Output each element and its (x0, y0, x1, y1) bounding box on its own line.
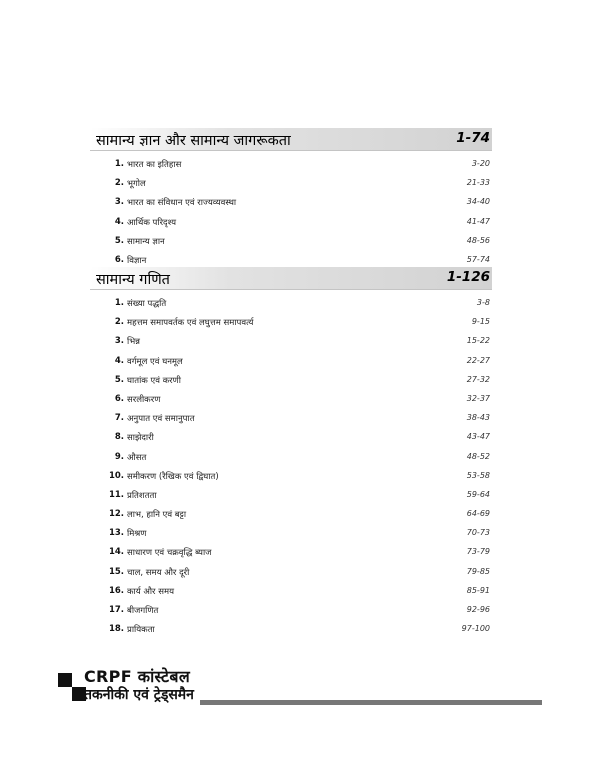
entry-pages: 22-27 (466, 355, 490, 365)
toc-entry (90, 333, 492, 352)
entry-title: बीजगणित (127, 606, 159, 616)
entry-title: घातांक एवं करणी (127, 375, 181, 386)
entry-number: 6. (114, 393, 124, 404)
section-header (90, 128, 492, 151)
entry-number: 15. (108, 566, 124, 577)
entry-pages: 15-22 (466, 336, 490, 346)
entry-title: भूगोल (127, 179, 146, 190)
entry-pages: 41-47 (466, 216, 490, 226)
section-general-knowledge (90, 128, 492, 271)
entry-title: चाल, समय और दूरी (127, 567, 190, 578)
entry-title: भारत का संविधान एवं राज्यव्यवस्था (127, 198, 237, 209)
entry-pages: 92-96 (466, 605, 490, 614)
entry-pages: 3-20 (471, 159, 490, 168)
footer-divider (200, 700, 542, 705)
toc-entry (90, 621, 492, 640)
toc-entry (90, 295, 492, 314)
entry-number: 9. (114, 451, 124, 462)
entry-number: 4. (114, 216, 124, 227)
entry-pages: 48-52 (466, 451, 490, 461)
entry-title: लाभ, हानि एवं बट्टा (127, 510, 187, 521)
toc-entry (90, 156, 492, 175)
toc-entry (90, 391, 492, 410)
entry-pages: 59-64 (466, 489, 490, 499)
entry-number: 16. (108, 585, 124, 596)
toc-entry (90, 214, 492, 233)
entry-title: मिश्रण (127, 529, 147, 540)
section-title: सामान्य ज्ञान और सामान्य जागरूकता (96, 133, 291, 149)
entry-pages: 64-69 (466, 509, 490, 519)
entry-pages: 3-8 (476, 298, 490, 307)
entry-pages: 97-100 (461, 624, 490, 634)
entry-pages: 27-32 (466, 374, 490, 384)
toc-entry (90, 372, 492, 391)
section-page-range: 1-74 (456, 130, 490, 146)
entry-number: 3. (114, 197, 124, 208)
entry-title: विज्ञान (127, 255, 147, 266)
footer-brand-subtitle: तकनीकी एवं ट्रेड्समैन (84, 687, 194, 703)
entry-title: महत्तम समापवर्तक एवं लघुत्तम समापवर्त्य (127, 318, 254, 329)
section-general-math (90, 267, 492, 640)
entry-title: प्रायिकता (127, 625, 155, 636)
toc-entry (90, 583, 492, 602)
entry-title: आर्थिक परिदृश्य (127, 217, 177, 228)
entry-list (90, 295, 492, 640)
toc-entry (90, 506, 492, 525)
toc-entry (90, 429, 492, 448)
entry-pages: 21-33 (466, 178, 490, 188)
entry-pages: 34-40 (466, 197, 490, 207)
entry-title: भारत का इतिहास (127, 160, 182, 170)
entry-title: समीकरण (रैखिक एवं द्विघात) (127, 471, 219, 482)
entry-pages: 43-47 (466, 432, 490, 442)
toc-entry (90, 410, 492, 429)
entry-pages: 70-73 (466, 528, 490, 538)
entry-title: औसत (127, 452, 147, 463)
section-header (90, 267, 492, 290)
entry-number: 10. (108, 470, 124, 481)
entry-number: 14. (108, 547, 124, 558)
toc-entry (90, 233, 492, 252)
entry-title: साधारण एवं चक्रवृद्धि ब्याज (127, 548, 212, 559)
toc-entry (90, 175, 492, 194)
section-title: सामान्य गणित (96, 272, 170, 288)
toc-entry (90, 564, 492, 583)
entry-title: सामान्य ज्ञान (127, 236, 165, 247)
entry-number: 8. (114, 432, 124, 443)
entry-pages: 79-85 (466, 566, 490, 576)
entry-number: 4. (114, 355, 124, 366)
entry-pages: 85-91 (466, 585, 490, 595)
entry-title: भिन्न (127, 337, 141, 348)
section-page-range: 1-126 (446, 269, 490, 285)
toc-entry (90, 314, 492, 333)
entry-title: अनुपात एवं समानुपात (127, 414, 195, 425)
entry-list (90, 156, 492, 271)
entry-title: प्रतिशतता (127, 490, 157, 501)
toc-entry (90, 468, 492, 487)
toc-entry (90, 449, 492, 468)
entry-number: 2. (114, 178, 124, 189)
entry-pages: 73-79 (466, 547, 490, 557)
entry-number: 1. (114, 298, 124, 308)
entry-number: 11. (108, 489, 124, 500)
entry-pages: 53-58 (466, 470, 490, 480)
entry-number: 18. (108, 624, 124, 635)
entry-pages: 38-43 (466, 413, 490, 423)
entry-number: 5. (114, 235, 124, 246)
toc-entry (90, 544, 492, 563)
toc-entry (90, 487, 492, 506)
entry-number: 6. (114, 254, 124, 265)
entry-title: साझेदारी (127, 433, 154, 444)
entry-title: सरलीकरण (127, 394, 161, 405)
toc-entry (90, 353, 492, 372)
entry-pages: 32-37 (466, 393, 490, 403)
entry-title: संख्या पद्धति (127, 299, 167, 309)
entry-number: 1. (114, 159, 124, 169)
toc-entry (90, 525, 492, 544)
entry-pages: 9-15 (471, 317, 490, 327)
entry-number: 13. (108, 528, 124, 539)
entry-title: कार्य और समय (127, 586, 174, 597)
footer-brand-title: CRPF कांस्टेबल (84, 667, 190, 686)
entry-title: वर्गमूल एवं घनमूल (127, 356, 183, 367)
toc-entry (90, 602, 492, 621)
entry-number: 12. (108, 509, 124, 520)
entry-number: 7. (114, 413, 124, 424)
entry-pages: 48-56 (466, 235, 490, 245)
entry-number: 17. (108, 605, 124, 615)
entry-number: 5. (114, 374, 124, 385)
entry-number: 3. (114, 336, 124, 347)
toc-entry (90, 194, 492, 213)
entry-number: 2. (114, 317, 124, 328)
entry-pages: 57-74 (466, 254, 490, 264)
